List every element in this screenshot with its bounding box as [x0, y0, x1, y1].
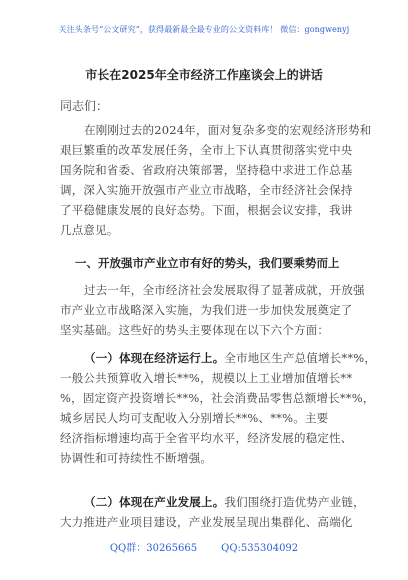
subsection1-paragraph — [60, 348, 377, 468]
text-line: 经济指标增速均高于全省平均水平，经济发展的稳定性、 — [60, 431, 353, 445]
subsection-heading: （一）体现在经济运行上。 — [84, 351, 225, 365]
text-line: 调，深入实施开放强市产业立市战略，全市经济社会保持 — [60, 183, 353, 197]
intro-paragraph — [60, 120, 372, 240]
salutation: 同志们： — [60, 99, 109, 113]
text-line: 大力推进产业项目建设，产业发展呈现出集群化、高端化 — [60, 515, 353, 529]
text-line: 协调性和可持续性不断增强。 — [60, 451, 213, 465]
text-line: 过去一年，全市经济社会发展取得了显著成就，开放强 — [84, 283, 365, 297]
text-line: 了平稳健康发展的良好态势。下面，根据会议安排，我讲 — [60, 203, 353, 217]
contact-footer — [0, 539, 408, 554]
subsection-heading: （二）体现在产业发展上。 — [84, 495, 225, 509]
text-line: 坚实基础。这些好的势头主要体现在以下六个方面： — [60, 323, 330, 337]
text-line: 艰巨繁重的改革发展任务，全市上下认真贯彻落实党中央 — [60, 143, 353, 157]
subsection2-paragraph — [60, 492, 365, 532]
promo-banner: 关注头条号“公文研究”，获得最新最全最专业的公文资料库！ 微信：gongwenyj — [58, 25, 350, 34]
text-run: 全市地区生产总值增长**%， — [224, 351, 377, 365]
text-line: 市产业立市战略深入实施，为我们进一步加快发展奠定了 — [60, 303, 353, 317]
section1-paragraph — [60, 280, 365, 340]
text-line: 在刚刚过去的2024年，面对复杂多变的宏观经济形势和 — [84, 123, 372, 137]
text-line — [60, 492, 365, 512]
text-line — [60, 348, 377, 368]
text-line: %，固定资产投资增长**%，社会消费品零售总额增长**%， — [60, 391, 375, 405]
text-run: 我们围绕打造优势产业链， — [224, 495, 365, 509]
qq-group-text: QQ群：30265665 — [109, 543, 198, 554]
section-heading: 一、开放强市产业立市有好的势头，我们要乘势而上 — [75, 256, 340, 270]
document-title: 市长在2025年全市经济工作座谈会上的讲话 — [85, 68, 323, 82]
qq-number-text: QQ:535304092 — [221, 543, 299, 554]
text-line: 几点意见。 — [60, 223, 119, 237]
text-line: 城乡居民人均可支配收入分别增长**%、**%。主要 — [60, 411, 329, 425]
text-line: 国务院和省委、省政府决策部署，坚持稳中求进工作总基 — [60, 163, 353, 177]
text-line: 一般公共预算收入增长**%，规模以上工业增加值增长** — [60, 371, 353, 385]
